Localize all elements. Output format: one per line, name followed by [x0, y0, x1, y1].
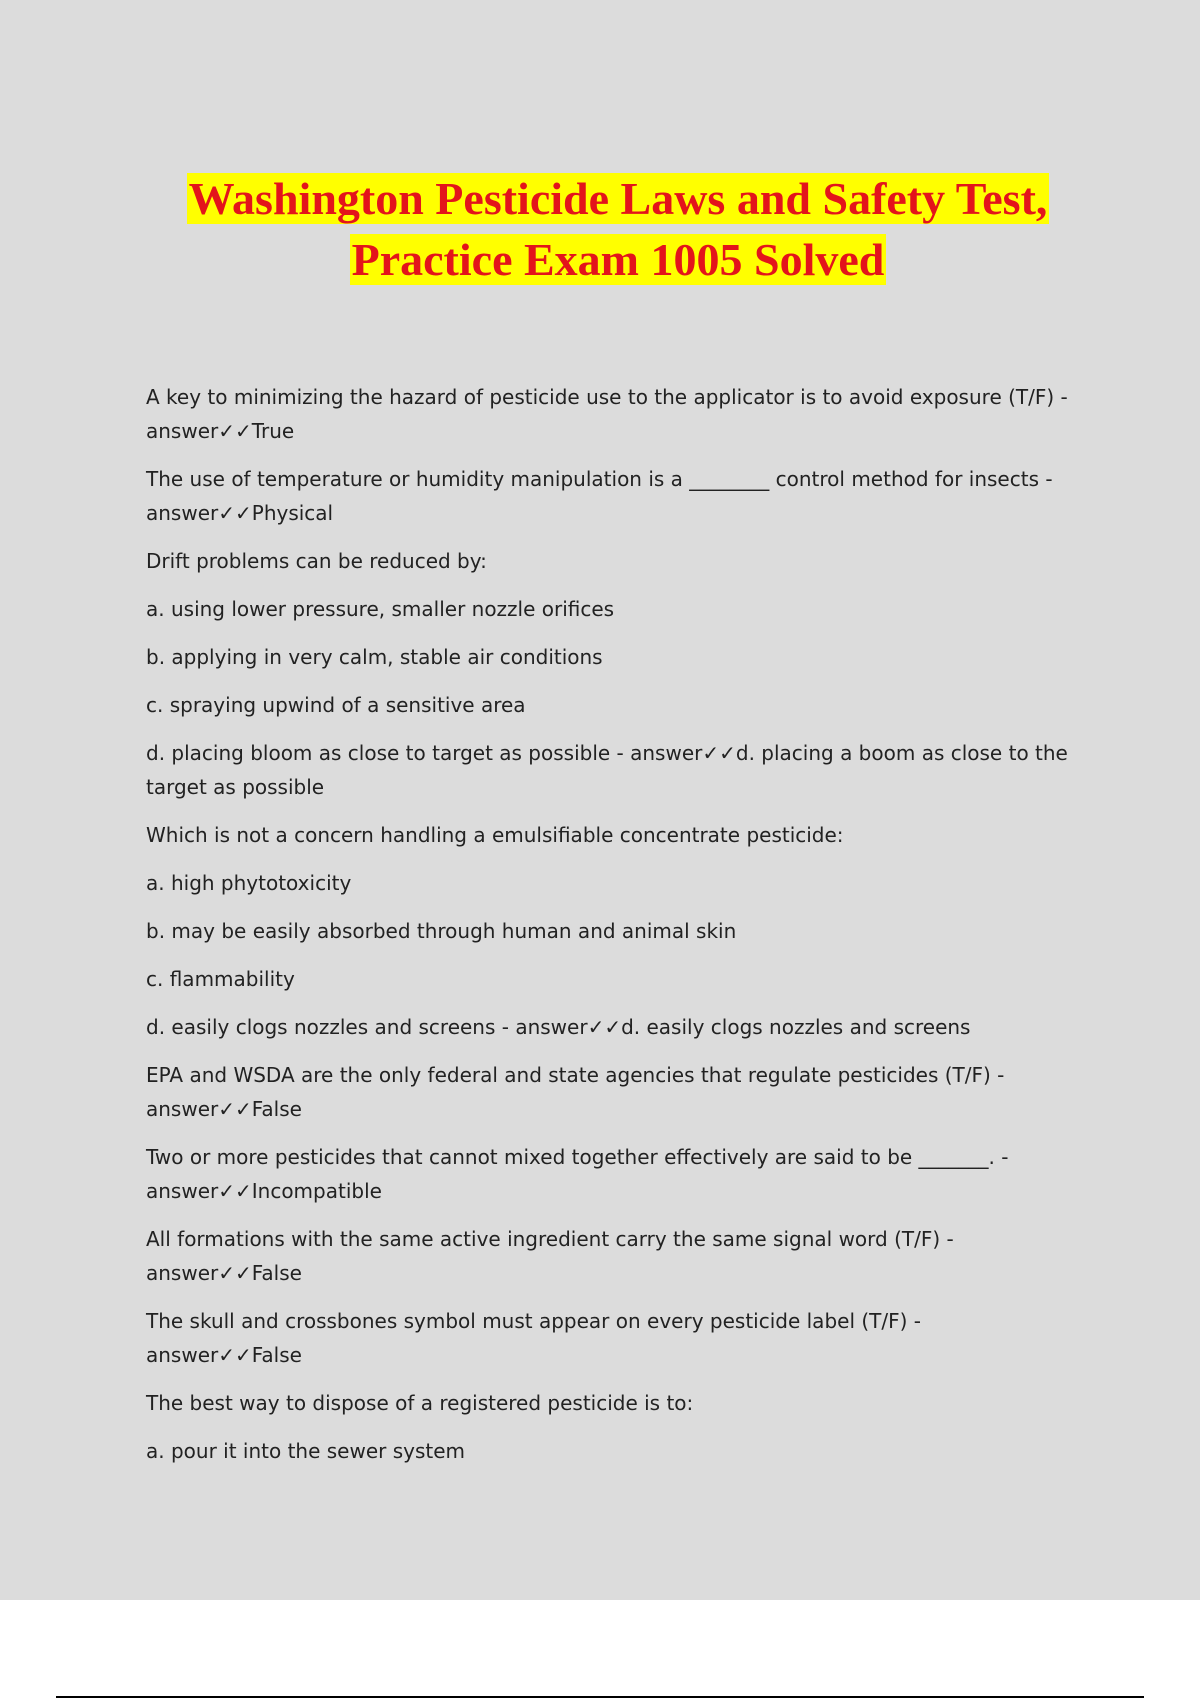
question-temperature-control: The use of temperature or humidity manipulation is a ________ control method for insects - answer✓✓Physical: [146, 467, 1053, 525]
question-signal-word: All formations with the same active ingredient carry the same signal word (T/F) - answer✓✓False: [146, 1227, 954, 1285]
option-item: a. pour it into the sewer system: [146, 1439, 466, 1463]
document-body: [146, 380, 1076, 1482]
document-title: [0, 168, 1200, 290]
option-item-with-answer: d. easily clogs nozzles and screens - answer✓✓d. easily clogs nozzles and screens: [146, 1015, 971, 1039]
option-item: a. high phytotoxicity: [146, 871, 352, 895]
title-line-1: [0, 168, 1200, 229]
question-incompatible: Two or more pesticides that cannot mixed together effectively are said to be _______. - answer✓✓Incompatible: [146, 1145, 1009, 1203]
option-item: c. flammability: [146, 967, 295, 991]
option-item: b. applying in very calm, stable air conditions: [146, 645, 603, 669]
question-drift: Drift problems can be reduced by:: [146, 549, 487, 573]
option-item: a. using lower pressure, smaller nozzle orifices: [146, 597, 615, 621]
question-disposal: The best way to dispose of a registered pesticide is to:: [146, 1391, 694, 1415]
question-skull-crossbones: The skull and crossbones symbol must appear on every pesticide label (T/F) - answer✓✓False: [146, 1309, 921, 1367]
option-item-with-answer: d. placing bloom as close to target as possible - answer✓✓d. placing a boom as close to the target as possible: [146, 741, 1068, 799]
question-exposure: A key to minimizing the hazard of pesticide use to the applicator is to avoid exposure (T/F) - answer✓✓True: [146, 385, 1068, 443]
question-agencies: EPA and WSDA are the only federal and state agencies that regulate pesticides (T/F) - answer✓✓False: [146, 1063, 1005, 1121]
title-highlight-1: Washington Pesticide Laws and Safety Test,: [188, 173, 1048, 224]
footer-divider: [56, 1696, 1144, 1698]
title-line-2: [0, 229, 1200, 290]
option-item: c. spraying upwind of a sensitive area: [146, 693, 526, 717]
option-item: b. may be easily absorbed through human and animal skin: [146, 919, 737, 943]
question-emulsifiable: Which is not a concern handling a emulsifiable concentrate pesticide:: [146, 823, 844, 847]
title-highlight-2: Practice Exam 1005 Solved: [351, 234, 885, 285]
